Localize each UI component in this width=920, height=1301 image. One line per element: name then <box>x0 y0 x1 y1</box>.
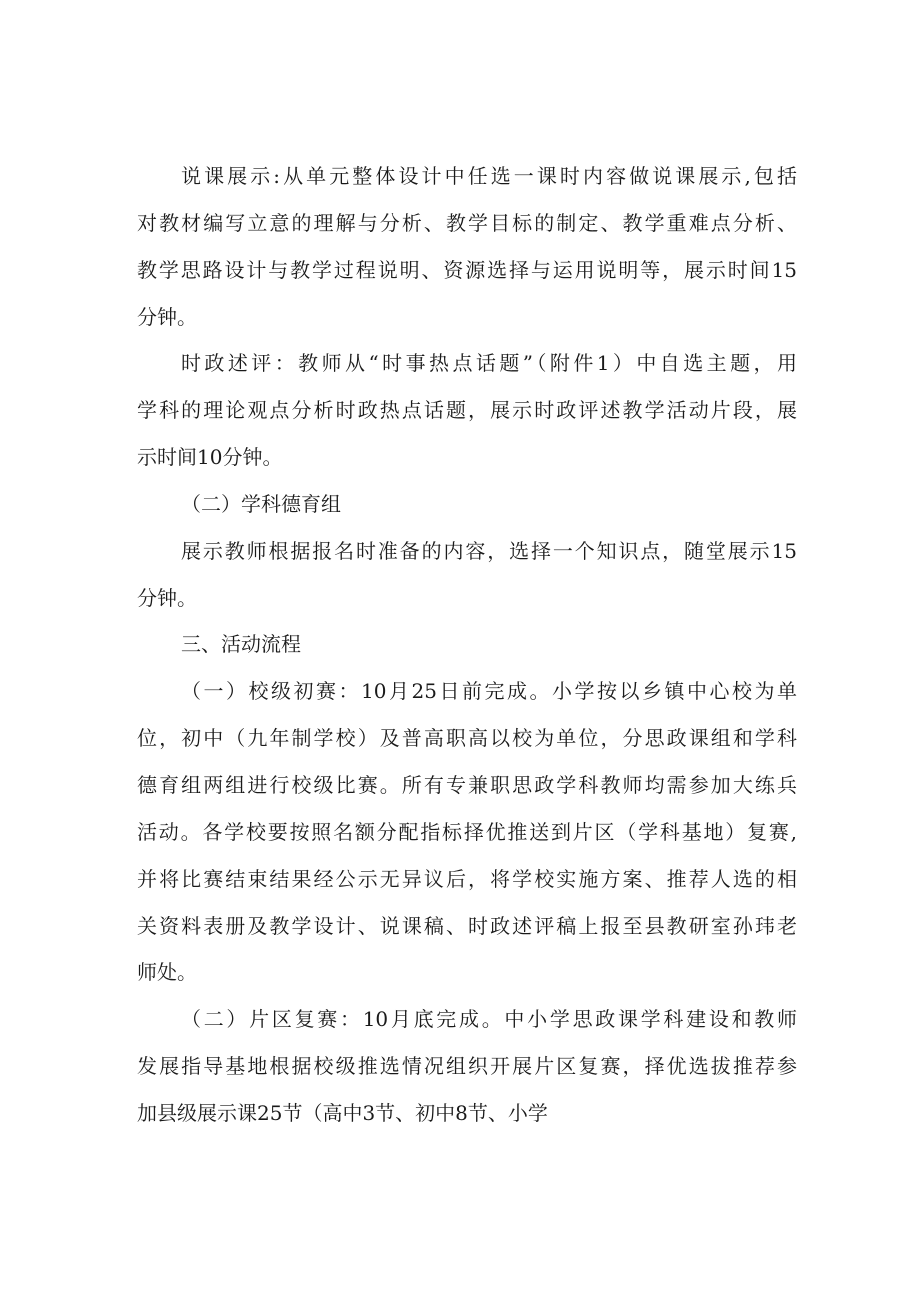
paragraph-line: 时政述评：教师从“时事热点话题”（附件1）中自选主题，用 <box>181 351 797 375</box>
paragraph-line: 并将比赛结束结果经公示无异议后，将学校实施方案、推荐人选的相 <box>137 867 797 891</box>
section-heading: （二）学科德育组 <box>181 492 341 516</box>
paragraph-line: 分钟。 <box>137 586 197 610</box>
paragraph-line: 教学思路设计与教学过程说明、资源选择与运用说明等，展示时间15 <box>137 258 797 282</box>
paragraph-line: 发展指导基地根据校级推选情况组织开展片区复赛，择优选拔推荐参 <box>137 1054 797 1078</box>
paragraph-line: 加县级展示课25节（高中3节、初中8节、小学 <box>137 1101 548 1125</box>
paragraph-line: 示时间10分钟。 <box>137 445 283 469</box>
paragraph-line: 活动。各学校要按照名额分配指标择优推送到片区（学科基地）复赛, <box>137 820 797 844</box>
paragraph-line: 学科的理论观点分析时政热点话题，展示时政评述教学活动片段，展 <box>137 398 797 422</box>
paragraph-line: 对教材编写立意的理解与分析、教学目标的制定、教学重难点分析、 <box>137 211 797 235</box>
paragraph-line: 位，初中（九年制学校）及普高职高以校为单位，分思政课组和学科 <box>137 726 797 750</box>
paragraph-line: 展示教师根据报名时准备的内容，选择一个知识点，随堂展示15 <box>181 539 797 563</box>
paragraph-line: 德育组两组进行校级比赛。所有专兼职思政学科教师均需参加大练兵 <box>137 773 797 797</box>
paragraph-line: 说课展示:从单元整体设计中任选一课时内容做说课展示,包括 <box>181 164 797 188</box>
paragraph-line: （二）片区复赛：10月底完成。中小学思政课学科建设和教师 <box>181 1007 797 1031</box>
paragraph-line: 分钟。 <box>137 305 197 329</box>
paragraph-line: 师处。 <box>137 960 197 984</box>
paragraph-line: （一）校级初赛：10月25日前完成。小学按以乡镇中心校为单 <box>181 679 797 703</box>
paragraph-line: 关资料表册及教学设计、说课稿、时政述评稿上报至县教研室孙玮老 <box>137 914 797 938</box>
section-heading: 三、活动流程 <box>181 632 301 656</box>
